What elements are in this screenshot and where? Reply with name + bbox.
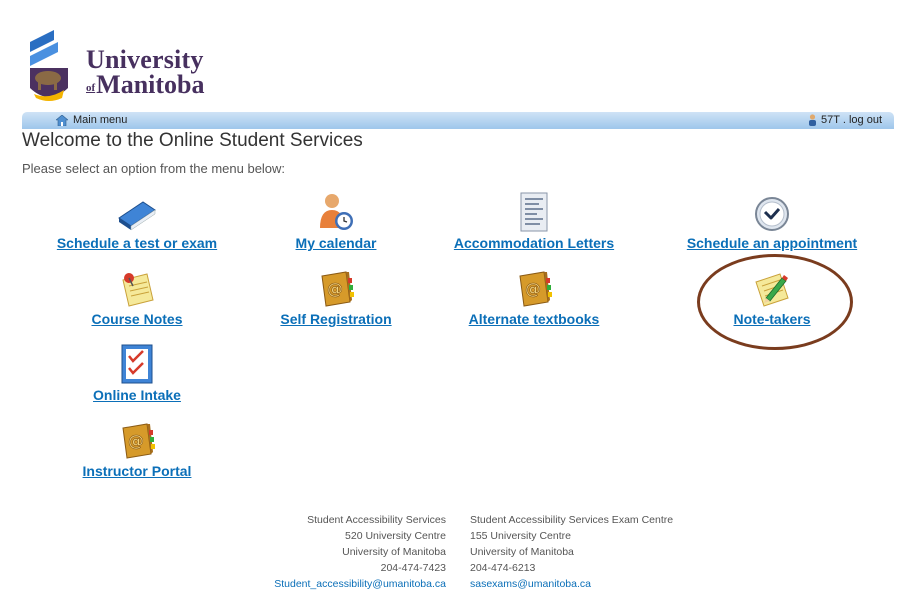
accommodation-letters-link[interactable]: Accommodation Letters xyxy=(453,235,615,251)
book-icon[interactable] xyxy=(27,192,247,232)
course-notes-link[interactable]: Course Notes xyxy=(91,311,183,327)
checklist-icon[interactable] xyxy=(27,344,247,384)
tile-schedule-test xyxy=(27,192,247,253)
footer-sas-name: Student Accessibility Services xyxy=(307,514,446,526)
address-book-icon[interactable] xyxy=(27,420,247,460)
footer-contact-exam-centre xyxy=(470,512,673,592)
footer-exam-email-link[interactable]: sasexams@umanitoba.ca xyxy=(470,578,591,590)
tile-accommodation-letters xyxy=(424,192,644,253)
document-icon[interactable] xyxy=(424,192,644,232)
footer-contact-sas xyxy=(240,512,446,592)
footer-exam-room: 155 University Centre xyxy=(470,530,571,542)
footer-exam-name: Student Accessibility Services Exam Centre xyxy=(470,514,674,526)
my-calendar-link[interactable]: My calendar xyxy=(295,235,377,251)
main-menu-link[interactable] xyxy=(56,114,127,126)
bison-crest-icon xyxy=(28,28,80,104)
address-book-icon[interactable] xyxy=(226,268,446,308)
notes-pin-icon[interactable] xyxy=(27,268,247,308)
tile-schedule-appointment xyxy=(662,192,882,253)
footer-sas-email-link[interactable]: Student_accessibility@umanitoba.ca xyxy=(274,578,446,590)
footer-exam-phone: 204-474-6213 xyxy=(470,562,536,574)
highlight-circle xyxy=(697,254,853,350)
page-title: Welcome to the Online Student Services xyxy=(22,130,363,151)
tile-course-notes xyxy=(27,268,247,329)
online-intake-link[interactable]: Online Intake xyxy=(93,387,181,403)
logo-word-manitoba-text: Manitoba xyxy=(96,70,205,99)
schedule-appointment-link[interactable]: Schedule an appointment xyxy=(686,235,858,251)
logo-word-university: University xyxy=(86,45,204,74)
person-clock-icon[interactable] xyxy=(226,192,446,232)
svg-text:@: @ xyxy=(128,431,144,450)
user-icon xyxy=(808,114,817,126)
user-logout-label: 57T . log out xyxy=(821,114,882,126)
logo-word-of: of xyxy=(86,82,96,94)
schedule-test-link[interactable]: Schedule a test or exam xyxy=(56,235,218,251)
tile-alternate-textbooks xyxy=(424,268,644,329)
alternate-textbooks-link[interactable]: Alternate textbooks xyxy=(468,311,600,327)
tile-my-calendar xyxy=(226,192,446,253)
tile-self-registration xyxy=(226,268,446,329)
university-logo xyxy=(28,28,238,108)
footer-sas-phone: 204-474-7423 xyxy=(380,562,446,574)
note-takers-link[interactable]: Note-takers xyxy=(733,311,811,327)
clock-icon[interactable] xyxy=(662,192,882,232)
page-subtitle: Please select an option from the menu below: xyxy=(22,161,286,176)
footer-exam-university: University of Manitoba xyxy=(470,546,574,558)
home-icon xyxy=(56,115,68,126)
main-menu-label: Main menu xyxy=(73,114,128,126)
footer-sas-room: 520 University Centre xyxy=(345,530,446,542)
instructor-portal-link[interactable]: Instructor Portal xyxy=(82,463,192,479)
menu-bar xyxy=(22,112,894,129)
address-book-icon[interactable] xyxy=(424,268,644,308)
footer-sas-university: University of Manitoba xyxy=(342,546,446,558)
logout-link[interactable] xyxy=(808,114,882,126)
svg-text:@: @ xyxy=(525,279,541,298)
tile-instructor-portal xyxy=(27,420,247,481)
svg-text:@: @ xyxy=(327,279,343,298)
tile-online-intake xyxy=(27,344,247,405)
self-registration-link[interactable]: Self Registration xyxy=(280,311,392,327)
logo-word-manitoba xyxy=(86,70,205,100)
